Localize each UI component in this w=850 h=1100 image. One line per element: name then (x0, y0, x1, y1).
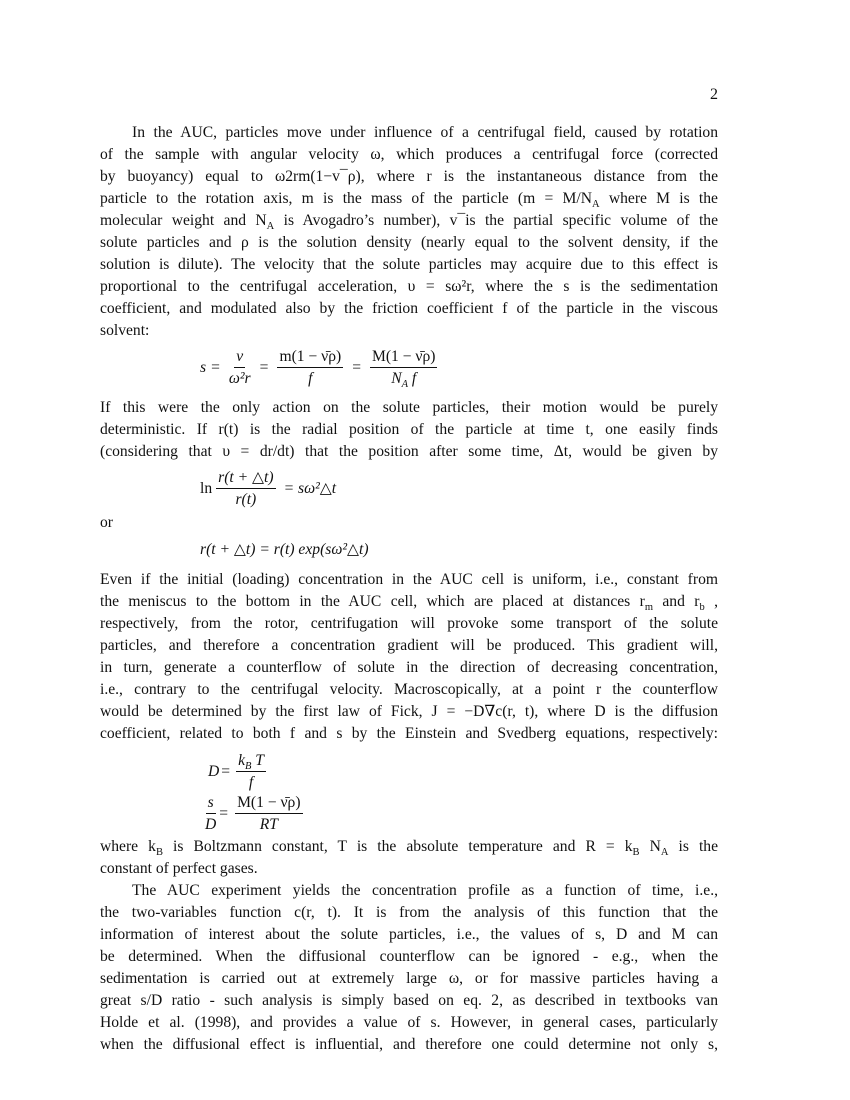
text-line: If this were the only action on the solute particles, their motion would be purely (100, 399, 718, 416)
text-line: coefficient, related to both f and s by the Einstein and Svedberg equations, respectively: (100, 725, 718, 742)
equation-sedimentation-coefficient (200, 347, 441, 391)
text-line: Holde et al. (1998), and provides a value of s. However, in general cases, particularly (100, 1014, 718, 1031)
subscript: B (244, 761, 252, 773)
denominator: f (248, 774, 254, 791)
fraction (235, 793, 302, 834)
eq-lhs: D (208, 762, 220, 780)
text-line: The AUC experiment yields the concentration profile as a function of time, i.e., (132, 882, 718, 899)
text-line: where $k_B$ is Boltzmann constant, T is the absolute temperature and $R = k_B$ $N_A$ is the (100, 838, 718, 859)
denominator: ω²r (228, 370, 251, 387)
text-line: Even if the initial (loading) concentration in the AUC cell is uniform, i.e., constant from (100, 571, 718, 588)
eq-operator: = (211, 358, 220, 376)
fraction (370, 347, 437, 391)
denominator: r(t) (235, 491, 257, 508)
subscript: A (660, 847, 669, 859)
text-line: coefficient, and modulated also by the friction coefficient f of the particle in the viscous (100, 300, 718, 317)
eq-lhs: s (200, 358, 207, 376)
text-line: particle to the rotation axis, m is the mass of the particle ($m = M/N_A$ where M is the (100, 190, 718, 211)
ln-operator: ln (200, 479, 213, 497)
eq-rhs: = sω²△t (283, 480, 337, 497)
equation-svedberg (205, 793, 307, 834)
fraction (229, 347, 251, 388)
fraction (277, 347, 343, 388)
text-line: or (100, 514, 113, 531)
denominator: RT (259, 816, 278, 833)
text-line: proportional to the centrifugal acceleration, υ = sω²r, where the s is the sedimentation (100, 278, 718, 295)
fraction (236, 751, 266, 792)
text-line: would be determined by the first law of Fick, J = −D∇c(r, t), where D is the diffusion (100, 703, 718, 720)
denominator: f (308, 370, 313, 387)
text-line: solvent: (100, 322, 150, 339)
subscript: A (592, 199, 600, 211)
text-line: In the AUC, particles move under influence of a centrifugal field, caused by rotation (132, 124, 718, 141)
denominator: D (205, 816, 217, 833)
numerator: M(1 − ν̄ρ) (370, 347, 437, 368)
eq-operator: = (352, 358, 361, 376)
numerator: $k_B$ T (238, 752, 264, 773)
text-line: great s/D ratio - such analysis is simply based on eq. 2, as described in textbooks van (100, 992, 718, 1009)
text-line: information of interest about the solute particles, i.e., the values of s, D and M can (100, 926, 718, 943)
text-line: molecular weight and $N_A$ is Avogadro’s number), v¯is the partial specific volume of the (100, 212, 718, 233)
text-line: in turn, generate a counterflow of solute in the direction of decreasing concentration, (100, 659, 718, 676)
subscript: A (401, 379, 409, 391)
numerator: m(1 − ν̄ρ) (277, 347, 343, 368)
denominator: $N_A$ f (391, 370, 417, 391)
subscript: A (266, 221, 275, 233)
eq-operator: = (259, 358, 269, 376)
numerator: M(1 − ν̄ρ) (235, 793, 302, 814)
text-line: sedimentation is carried out at extremely large ω, or for massive particles having a (100, 970, 718, 987)
text-line: be determined. When the diffusional counterflow can be ignored - e.g., when the (100, 948, 718, 965)
text-line: solution is dilute). The velocity that the solute particles may acquire due to this effect is (100, 256, 718, 273)
text-line: of the sample with angular velocity ω, which produces a centrifugal force (corrected (100, 146, 718, 163)
eq-operator: = (219, 804, 229, 822)
text-line: the two-variables function c(r, t). It is from the analysis of this function that the (100, 904, 718, 921)
subscript: m (644, 602, 653, 614)
equation-exponential-position: r(t + △t) = r(t) exp(sω²△t) (200, 541, 369, 558)
text-line: by buoyancy) equal to ω2rm(1−v¯ρ), where r is the instantaneous distance from the (100, 168, 718, 185)
text-line: solute particles and ρ is the solution density (nearly equal to the solvent density, if the (100, 234, 718, 251)
text-line: the meniscus to the bottom in the AUC cell, which are placed at distances $r_m$ and $r_b$ , (100, 593, 718, 614)
eq-operator: = (221, 762, 231, 780)
page-number: 2 (710, 86, 718, 103)
equation-log-position (200, 468, 336, 509)
text-line: particles, and therefore a concentration gradient will be produced. This gradient will, (100, 637, 718, 654)
text-line: deterministic. If r(t) is the radial position of the particle at time t, one easily finds (100, 421, 718, 438)
numerator: r(t + △t) (216, 468, 275, 489)
subscript: B (632, 847, 640, 859)
numerator: s (206, 793, 216, 814)
subscript: B (155, 847, 163, 859)
fraction (205, 793, 216, 834)
text-line: (considering that υ = dr/dt) that the position after some time, Δt, would be given by (100, 443, 718, 460)
text-line: when the diffusional effect is influential, and therefore one could determine not only s, (100, 1036, 718, 1053)
numerator: ν (234, 347, 245, 368)
text-line: constant of perfect gases. (100, 860, 258, 877)
text-line: i.e., contrary to the centrifugal velocity. Macroscopically, at a point r the counterflow (100, 681, 718, 698)
subscript: b (699, 602, 705, 614)
equation-einstein (208, 751, 270, 792)
fraction (216, 468, 275, 509)
text-line: respectively, from the rotor, centrifugation will provoke some transport of the solute (100, 615, 718, 632)
